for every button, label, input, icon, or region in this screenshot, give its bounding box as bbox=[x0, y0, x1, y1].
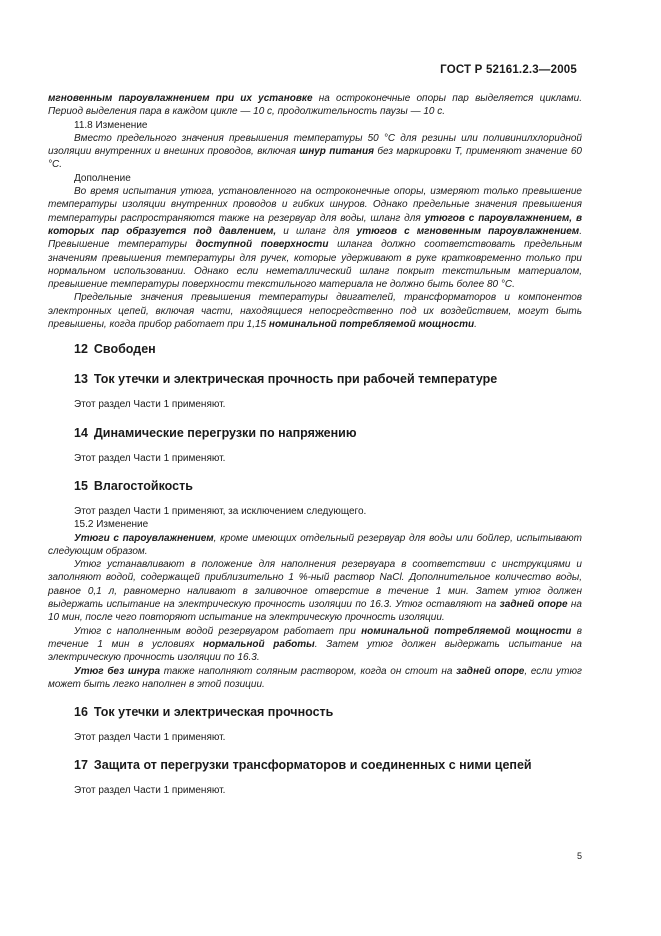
text-run: . Затем утюг должен выдержать испытание на электрическую прочность изоляции по 16.3. bbox=[48, 638, 582, 664]
text-run: на 10 мин, после чего повторяют испытание на электрическую прочность изоляции. bbox=[48, 599, 582, 624]
text-run: шланга должно соответствовать предельным значениям превышения температуры для ручек, которые удерживают в руке кратковременно только при нормальном использовании. Однако если неметаллический шланг покрыт текстильным материалом, превышение температуры поверхности текстильного материала не должно быть более 80 °С. bbox=[48, 239, 582, 291]
section-number: 12 bbox=[74, 342, 88, 357]
text-run: , кроме имеющих отдельный резервуар для воды или бойлер, испытывают следующим образом. bbox=[48, 532, 583, 557]
section-16-text: Этот раздел Части 1 применяют. bbox=[74, 732, 226, 744]
section-number: 16 bbox=[74, 705, 88, 720]
section-number: 13 bbox=[74, 372, 88, 387]
text-run: Утюг с наполненным водой резервуаром работает при bbox=[74, 625, 362, 637]
text-run: Вместо предельного значения превышения температуры 50 °С для резины или поливинилхлоридной изоляции внутренних и внешних проводов, включая bbox=[48, 132, 582, 158]
section-17-text: Этот раздел Части 1 применяют. bbox=[74, 785, 226, 797]
standard-header: ГОСТ Р 52161.2.3—2005 bbox=[440, 64, 577, 76]
text-run: Предельные значения превышения температуры двигателей, трансформаторов и компонентов электронных цепей, включая части, находящиеся непосредственно под их воздействием, могут быть превышены, когда прибор работает при 1,15 bbox=[48, 292, 582, 331]
text-run: и шланг для bbox=[276, 225, 357, 237]
bold-term: утюгов с пароувлажнением, в которых пар образуется под давлением, bbox=[48, 212, 582, 237]
bold-term: утюгов с мгновенным пароувлажнением bbox=[356, 225, 580, 237]
section-title: Свободен bbox=[93, 342, 156, 357]
paragraph-motor-limits bbox=[48, 291, 582, 331]
text-run: без маркировки T, применяют значение 60 °С. bbox=[48, 146, 582, 171]
section-title: Защита от перегрузки трансформаторов и соединенных с ними цепей bbox=[93, 758, 532, 773]
section-16-heading bbox=[48, 704, 582, 720]
paragraph-pvc-limit bbox=[48, 132, 582, 172]
bold-term: Утюги с пароувлажнением bbox=[74, 532, 214, 544]
bold-term: шнур питания bbox=[299, 146, 374, 158]
clause-11-8: 11.8 Изменение bbox=[74, 119, 148, 131]
bold-term: нормальной работы bbox=[203, 638, 315, 650]
section-13-text: Этот раздел Части 1 применяют. bbox=[74, 399, 226, 411]
section-12-heading bbox=[48, 341, 582, 357]
section-title: Ток утечки и электрическая прочность bbox=[93, 705, 334, 720]
text-run: Утюг устанавливают в положение для наполнения резервуара в соответствии с инструкциями и заполняют водой, содержащей приблизительно 1 %-ный раствор NaCl. Дополнительное количество воды, равное 0,1 л, равномерно наливают в заливочное отверстие в течение 1 мин. Затем утюг должен выдержать испытание на электрическую прочность изоляции по 16.3. Утюг оставляют на bbox=[48, 559, 582, 611]
text-run: в течение 1 мин в условиях bbox=[48, 625, 582, 650]
text-run: , если утюг может быть легко наполнен в этой позиции. bbox=[48, 665, 582, 690]
bold-term: задней опоре bbox=[456, 665, 525, 677]
text-run: . bbox=[474, 319, 477, 331]
section-17-heading bbox=[48, 757, 582, 773]
bold-term: доступной поверхности bbox=[195, 239, 329, 251]
text-run: на остроконечные опоры пар выделяется циклами. Период выделения пара в каждом цикле — 10 с, продолжительность паузы — 10 с. bbox=[48, 93, 582, 118]
paragraph-hose-temperature bbox=[48, 185, 582, 291]
paragraph-cordless bbox=[48, 665, 582, 692]
text-run: Во время испытания утюга, установленного на остроконечные опоры, измеряют только превышение температуры изоляции внутренних проводов и гибких шнуров. Однако предельные значения превышения температуры распространяются также на резервуар для воды, шланг для bbox=[48, 186, 582, 224]
section-15-heading bbox=[48, 478, 582, 494]
bold-term: Утюг без шнура bbox=[74, 665, 161, 677]
section-15-text: Этот раздел Части 1 применяют, за исключением следующего. bbox=[74, 505, 367, 517]
bold-term: номинальной потребляемой мощности bbox=[361, 625, 572, 637]
bold-term: задней опоре bbox=[499, 599, 568, 611]
paragraph-steam-irons bbox=[48, 532, 582, 559]
paragraph-power-test bbox=[48, 625, 582, 665]
section-13-heading bbox=[48, 371, 582, 387]
section-14-heading bbox=[48, 425, 582, 441]
addition-label: Дополнение bbox=[74, 172, 131, 184]
bold-term: номинальной потребляемой мощности bbox=[268, 319, 475, 331]
text-run: также наполняют соляным раствором, когда он стоит на bbox=[160, 665, 457, 677]
page-number: 5 bbox=[576, 851, 582, 861]
text-run: . Превышение температуры bbox=[48, 225, 582, 251]
paragraph-steam-cycle bbox=[48, 92, 582, 119]
page-content bbox=[48, 92, 582, 798]
section-title: Ток утечки и электрическая прочность при рабочей температуре bbox=[93, 372, 498, 387]
section-title: Динамические перегрузки по напряжению bbox=[93, 425, 357, 440]
section-title: Влагостойкость bbox=[93, 478, 193, 493]
clause-15-2: 15.2 Изменение bbox=[74, 519, 149, 531]
section-number: 17 bbox=[74, 758, 88, 773]
paragraph-fill-test bbox=[48, 558, 582, 624]
section-number: 14 bbox=[74, 425, 88, 440]
bold-term: мгновенным пароувлажнением при их установке bbox=[48, 93, 313, 104]
section-number: 15 bbox=[74, 478, 88, 493]
section-14-text: Этот раздел Части 1 применяют. bbox=[74, 452, 226, 464]
